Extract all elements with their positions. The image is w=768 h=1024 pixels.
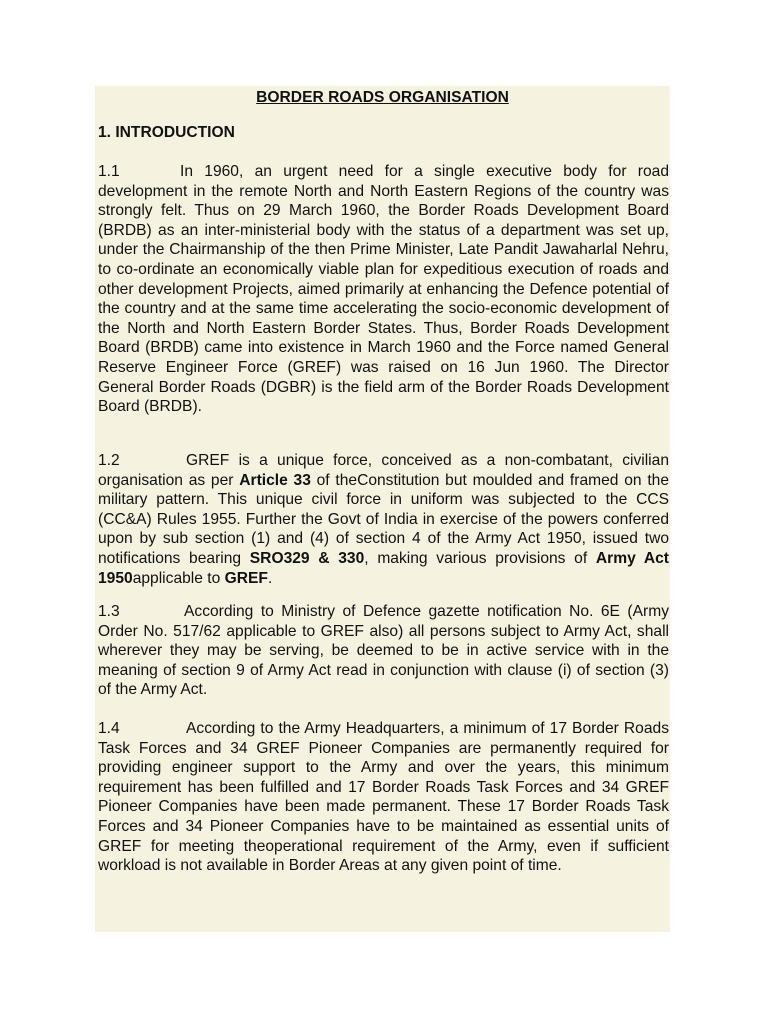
- paragraph-text: of theConstitution but moulded and framed on the military pattern. This unique civil force in uniform was subjected to the CCS (CC&A) Rules 1955. Further the Govt of India in exercise of the powers conferred upon by sub section (1) and (4) of section 4 of the Army Act 1950, issued two notifications bearing: [98, 471, 669, 567]
- paragraph-text: applicable to: [132, 569, 225, 587]
- document-title: BORDER ROADS ORGANISATION: [256, 89, 509, 106]
- paragraph-text: GREF is a unique force, conceived as a non-combatant, civilian organisation as per: [98, 452, 669, 489]
- paragraph-1-2: [98, 451, 669, 588]
- paragraph-text: In 1960, an urgent need for a single executive body for road development in the remote North and North Eastern Regions of the country was strongly felt. Thus on 29 March 1960, the Border Roads Development Board (BRDB) as an inter-ministerial body with the status of a department was set up, under the Chairmanship of the then Prime Minister, Late Pandit Jawaharlal Nehru, to co-ordinate an economically viable plan for expeditious execution of roads and other development Projects, aimed primarily at enhancing the Defence potential of the country and at the same time accelerating the socio-economic development of the North and North Eastern Border States. Thus, Border Roads Development Board (BRDB) came into existence in March 1960 and the Force named General Reserve Engineer Force (GREF) was raised on 16 Jun 1960. The Director General Border Roads (DGBR) is the field arm of the Border Roads Development Board (BRDB).: [98, 163, 669, 416]
- paragraph-text: According to Ministry of Defence gazette notification No. 6E (Army Order No. 517/62 applicable to GREF also) all persons subject to Army Act, shall wherever they may be serving, be deemed to be in active service with in the meaning of section 9 of Army Act read in conjunction with clause (i) of section (3) of the Army Act.: [98, 603, 669, 699]
- section-heading: 1. INTRODUCTION: [98, 124, 235, 141]
- bold-sro-number: SRO329 & 330: [249, 549, 365, 567]
- paragraph-text: According to the Army Headquarters, a minimum of 17 Border Roads Task Forces and 34 GREF Pioneer Companies are permanently required for providing engineer support to the Army and over the years, this minimum requirement has been fulfilled and 17 Border Roads Task Forces and 34 GREF Pioneer Companies have been made permanent. These 17 Border Roads Task Forces and 34 Pioneer Companies have to be maintained as essential units of GREF for meeting theoperational requirement of the Army, even if sufficient workload is not available in Border Areas at any given point of time.: [98, 720, 669, 875]
- paragraph-number: 1.2: [98, 452, 120, 469]
- bold-gref: GREF: [224, 569, 268, 587]
- bold-article-33: Article 33: [239, 471, 311, 489]
- paragraph-1-3: [98, 602, 669, 700]
- paragraph-text: .: [267, 569, 273, 587]
- document-page: [95, 86, 670, 932]
- paragraph-number: 1.4: [98, 720, 120, 737]
- paragraph-number: 1.3: [98, 603, 120, 620]
- paragraph-1-1: [98, 162, 669, 417]
- paragraph-text: , making various provisions of: [364, 549, 596, 567]
- paragraph-1-4: [98, 719, 669, 876]
- bold-army-act: Army Act 1950: [98, 549, 669, 587]
- paragraph-number: 1.1: [98, 163, 120, 180]
